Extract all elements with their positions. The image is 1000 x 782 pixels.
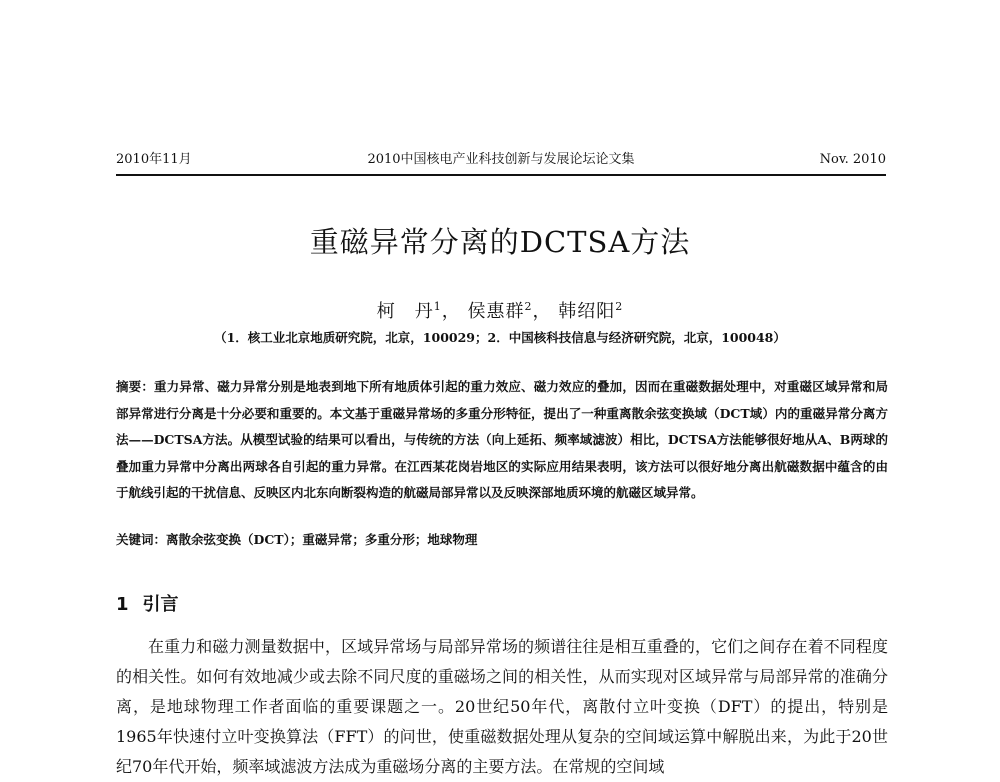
header-date-en: Nov. 2010 <box>819 152 886 167</box>
keywords-text: 离散余弦变换（DCT）；重磁异常；多重分形；地球物理 <box>166 532 478 547</box>
body-paragraph: 在重力和磁力测量数据中，区域异常场与局部异常场的频谱往往是相互重叠的，它们之间存在着不同程度的相关性。如何有效地减少或去除不同尺度的重磁场之间的相关性，从而实现对区域异常与局部异常的准确分离，是地球物理工作者面临的重要课题之一。20世纪50年代，离散付立叶变换（DFT）的提出，特别是1965年快速付立叶变换算法（FFT）的问世，使重磁数据处理从复杂的空间域运算中解脱出来，为此于20世纪70年代开始，频率域滤波方法成为重磁场分离的主要方法。在常规的空间域 <box>116 637 888 776</box>
author-separator: ， <box>441 301 461 322</box>
author-name: 韩绍阳 <box>558 301 616 322</box>
running-header <box>116 150 886 174</box>
author-separator: ， <box>532 301 552 322</box>
author-affiliation-mark: 1 <box>433 300 442 313</box>
abstract-label: 摘要： <box>116 379 154 394</box>
abstract-text: 重力异常、磁力异常分别是地表到地下所有地质体引起的重力效应、磁力效应的叠加，因而在重磁数据处理中，对重磁区域异常和局部异常进行分离是十分必要和重要的。本文基于重磁异常场的多重分形特征，提出了一种重离散余弦变换域（DCT域）内的重磁异常分离方法——DCTSA方法。从模型试验的结果可以看出，与传统的方法（向上延拓、频率域滤波）相比，DCTSA方法能够很好地从A、B两球的叠加重力异常中分离出两球各自引起的重力异常。在江西某花岗岩地区的实际应用结果表明，该方法可以很好地分离出航磁数据中蕴含的由于航线引起的干扰信息、反映区内北东向断裂构造的航磁局部异常以及反映深部地质环境的航磁区域异常。 <box>116 379 888 500</box>
keywords <box>116 530 888 550</box>
section-title: 引言 <box>142 594 179 615</box>
author-name: 侯惠群 <box>467 301 525 322</box>
author-list <box>0 294 1000 325</box>
keywords-label: 关键词： <box>116 532 167 547</box>
author-affiliation-mark: 2 <box>615 300 624 313</box>
header-proceedings-title: 2010中国核电产业科技创新与发展论坛论文集 <box>367 152 635 167</box>
header-date: 2010年11月 <box>116 152 192 167</box>
header-rule <box>116 174 886 176</box>
abstract <box>116 374 888 507</box>
affiliations: （1．核工业北京地质研究院，北京，100029；2．中国核科技信息与经济研究院，北京，100048） <box>214 330 786 345</box>
paper-title: 重磁异常分离的DCTSA方法 <box>309 225 691 259</box>
author-name: 柯 丹 <box>376 301 434 322</box>
section-number: 1 <box>116 594 129 615</box>
author-affiliation-mark: 2 <box>524 300 533 313</box>
section-heading <box>116 592 179 618</box>
